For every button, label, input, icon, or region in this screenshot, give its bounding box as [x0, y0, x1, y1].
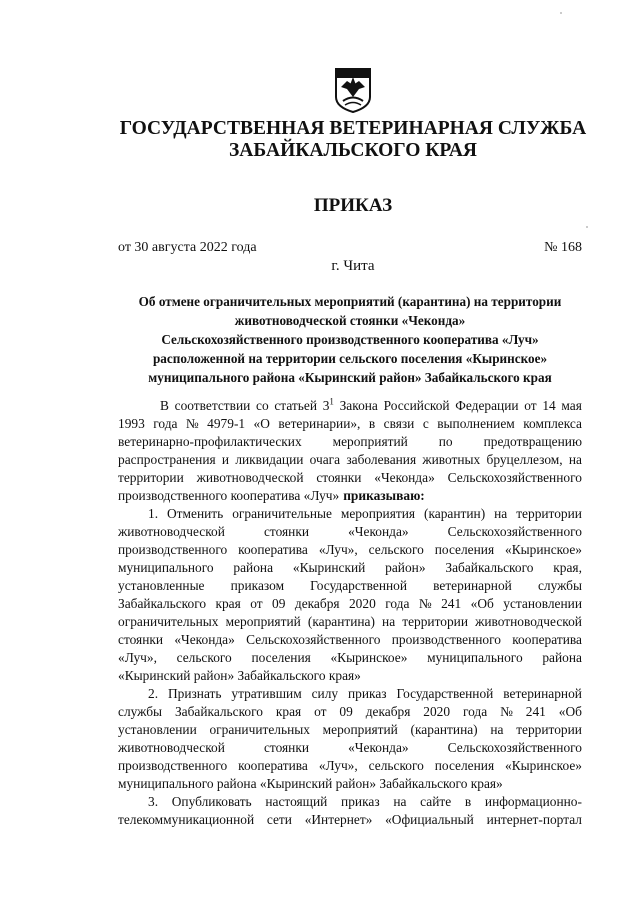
word: стоянки [316, 470, 362, 485]
word: края [215, 596, 241, 611]
order-number: № 168 [544, 240, 582, 255]
word: установленные [118, 578, 205, 593]
paragraph-last-line: муниципального района «Кыринский район» Забайкальского края» [118, 776, 503, 791]
word: мероприятий [322, 722, 398, 737]
body-line [118, 703, 582, 721]
article-superscript: 1 [329, 396, 334, 407]
word: сельского [176, 650, 232, 665]
body-line [118, 559, 582, 577]
word: производственного [391, 632, 501, 647]
word: поселения [251, 650, 311, 665]
word: на [568, 452, 582, 467]
word: 09 [339, 704, 353, 719]
word: приказ [341, 794, 380, 809]
word: ограничительных [209, 722, 310, 737]
word: мая [561, 398, 582, 413]
word: территории [516, 722, 582, 737]
body-line [118, 523, 582, 541]
word: на [382, 614, 396, 629]
word: «Об [470, 596, 494, 611]
title-line: животноводческой стоянки «Чеконда» [234, 313, 466, 328]
word: года [153, 416, 178, 431]
word: Российской [383, 398, 450, 413]
body-line [118, 487, 582, 505]
body-line [118, 775, 582, 793]
title-line: расположенной на территории сельского поселения «Кыринское» [152, 351, 548, 366]
word: Сельскохозяйственного [246, 632, 381, 647]
word: муниципального [118, 560, 214, 575]
word: мероприятий [332, 434, 408, 449]
word: район» [385, 560, 426, 575]
word: интернет-портал [486, 812, 582, 827]
word: в [368, 416, 376, 431]
word: установлении [503, 596, 582, 611]
word: декабря [294, 596, 340, 611]
word: 3. [148, 794, 159, 809]
word: комплекса [523, 416, 582, 431]
order-date: от 30 августа 2022 года [118, 240, 257, 255]
word: ветеринарной [433, 578, 512, 593]
word: в [464, 794, 472, 809]
word: Признать [167, 686, 222, 701]
word: животных [422, 452, 481, 467]
word: с [422, 416, 429, 431]
word: года [462, 704, 488, 719]
scan-speck [586, 226, 588, 228]
body-line [118, 793, 582, 811]
word: от [250, 596, 263, 611]
word: «Кыринское» [505, 542, 582, 557]
word: «Чеконда» [348, 740, 409, 755]
word: соответствии [174, 398, 251, 413]
word: и [221, 452, 230, 467]
word: ограничительных [118, 614, 219, 629]
word: сельского [368, 542, 424, 557]
word: $3^1$ [322, 396, 334, 413]
scan-speck [560, 12, 562, 14]
body-line [118, 397, 582, 415]
word: животноводческой [475, 614, 582, 629]
word: кооператива [238, 758, 308, 773]
document-type-heading: ПРИКАЗ [313, 195, 393, 216]
word: службы [537, 578, 582, 593]
body-line [118, 685, 582, 703]
word: поселения [434, 758, 495, 773]
word: ветеринарно-профилактических [118, 434, 302, 449]
word: «Чеконда» [174, 632, 235, 647]
title-line: Об отмене ограничительных мероприятий (карантина) на территории [138, 294, 562, 309]
word: от [524, 398, 537, 413]
word: приказ [348, 686, 387, 701]
word: В [160, 398, 169, 413]
word: на [393, 794, 407, 809]
word: на [490, 722, 504, 737]
word: кооператива [238, 542, 308, 557]
word: животноводческой [118, 524, 225, 539]
body-line [118, 595, 582, 613]
word: предотвращению [483, 434, 582, 449]
word: Государственной [310, 578, 408, 593]
word: № [185, 416, 199, 431]
word: установлении [118, 722, 197, 737]
word: Отменить [167, 506, 224, 521]
word: телекоммуникационной [118, 812, 255, 827]
word: ограничительные [232, 506, 332, 521]
order-body [118, 397, 582, 829]
preamble-end-text: производственного кооператива «Луч» [118, 488, 340, 503]
word: (карантин) [424, 506, 486, 521]
word: края, [553, 560, 582, 575]
word: «Об [558, 704, 582, 719]
word: муниципального [427, 650, 523, 665]
word: «Луч», [118, 650, 157, 665]
body-line [118, 613, 582, 631]
word: 1. [148, 506, 159, 521]
word: Забайкальского [174, 704, 263, 719]
word: стоянки [263, 524, 310, 539]
word: района [542, 650, 582, 665]
word: выполнением [437, 416, 515, 431]
organization-name-line-1: ГОСУДАРСТВЕННАЯ ВЕТЕРИНАРНАЯ СЛУЖБА [119, 118, 587, 139]
body-line [118, 739, 582, 757]
word: на [494, 506, 508, 521]
title-line: муниципального района «Кыринский район» Забайкальского края [148, 370, 552, 385]
word: бруцеллезом, [486, 452, 563, 467]
word: территории [402, 614, 468, 629]
word: «Луч», [318, 542, 358, 557]
word: настоящий [265, 794, 328, 809]
order-title [118, 292, 582, 387]
word: 2020 [348, 596, 376, 611]
word: «Интернет» [304, 812, 373, 827]
word: «Чеконда» [348, 524, 409, 539]
word: ликвидации [235, 452, 304, 467]
word: территории [118, 470, 184, 485]
word: от [314, 704, 327, 719]
word: ветеринарной [503, 686, 582, 701]
word: 1993 [118, 416, 145, 431]
word: кооператива [512, 632, 582, 647]
word: № [418, 596, 432, 611]
word: «Кыринское» [505, 758, 582, 773]
word: Государственной [396, 686, 494, 701]
word: силу [311, 686, 339, 701]
word: Закона [339, 398, 378, 413]
city-name: г. Чита [331, 258, 375, 274]
body-line [118, 469, 582, 487]
word: «Кыринское» [330, 650, 408, 665]
word: района [233, 560, 274, 575]
coat-of-arms-emblem-icon [333, 67, 373, 113]
word: службы [118, 704, 163, 719]
word: Опубликовать [171, 794, 252, 809]
word: Сельскохозяйственного [447, 740, 582, 755]
order-directive-word: приказываю: [343, 488, 425, 503]
word: 2020 [423, 704, 451, 719]
word: статьей [274, 398, 317, 413]
title-line: Сельскохозяйственного производственного кооператива «Луч» [161, 332, 539, 347]
word: 09 [272, 596, 286, 611]
body-line [118, 649, 582, 667]
word: 241 [525, 704, 546, 719]
body-line [118, 811, 582, 829]
word: года [385, 596, 410, 611]
body-line [118, 667, 582, 685]
body-line [118, 721, 582, 739]
word: № [500, 704, 513, 719]
word: сайте [420, 794, 452, 809]
body-line [118, 451, 582, 469]
word: 241 [441, 596, 462, 611]
word: мероприятий [225, 614, 301, 629]
body-line [118, 415, 582, 433]
word: «Кыринский [292, 560, 366, 575]
word: 4979-1 [207, 416, 246, 431]
paragraph-last-line: «Кыринский район» Забайкальского края» [118, 668, 361, 683]
word: Забайкальского [445, 560, 534, 575]
word: производственного [118, 542, 228, 557]
word: территории [516, 506, 582, 521]
word: производственного [118, 758, 228, 773]
word: поселения [434, 542, 495, 557]
word: Забайкальского [118, 596, 207, 611]
body-line [118, 631, 582, 649]
word: 2. [148, 686, 159, 701]
word: «Луч», [318, 758, 358, 773]
word: декабря [365, 704, 411, 719]
word: «Официальный [385, 812, 474, 827]
word: связи [383, 416, 415, 431]
word: ветеринарии», [278, 416, 361, 431]
word: мероприятия [340, 506, 416, 521]
word: по [438, 434, 453, 449]
word: информационно- [484, 794, 582, 809]
word: «О [253, 416, 270, 431]
word: Сельскохозяйственного [447, 524, 582, 539]
word: 14 [542, 398, 556, 413]
word: сети [266, 812, 292, 827]
organization-name-line-2: ЗАБАЙКАЛЬСКОГО КРАЯ [228, 140, 477, 161]
word: со [256, 398, 269, 413]
body-line [118, 577, 582, 595]
word: (карантина) [307, 614, 375, 629]
word: края [275, 704, 302, 719]
word: сельского [368, 758, 424, 773]
body-line [118, 505, 582, 523]
body-line [118, 433, 582, 451]
word: распространения [118, 452, 216, 467]
word: Сельскохозяйственного [447, 470, 582, 485]
word: животноводческой [196, 470, 304, 485]
word: утратившим [231, 686, 302, 701]
word: стоянки [263, 740, 310, 755]
body-line [118, 541, 582, 559]
word: очага [309, 452, 341, 467]
word: приказом [230, 578, 285, 593]
word: Федерации [455, 398, 519, 413]
word: стоянки [118, 632, 164, 647]
word: (карантина) [410, 722, 478, 737]
word: животноводческой [118, 740, 225, 755]
body-line [118, 757, 582, 775]
word: «Чеконда» [374, 470, 435, 485]
word: заболевания [346, 452, 417, 467]
